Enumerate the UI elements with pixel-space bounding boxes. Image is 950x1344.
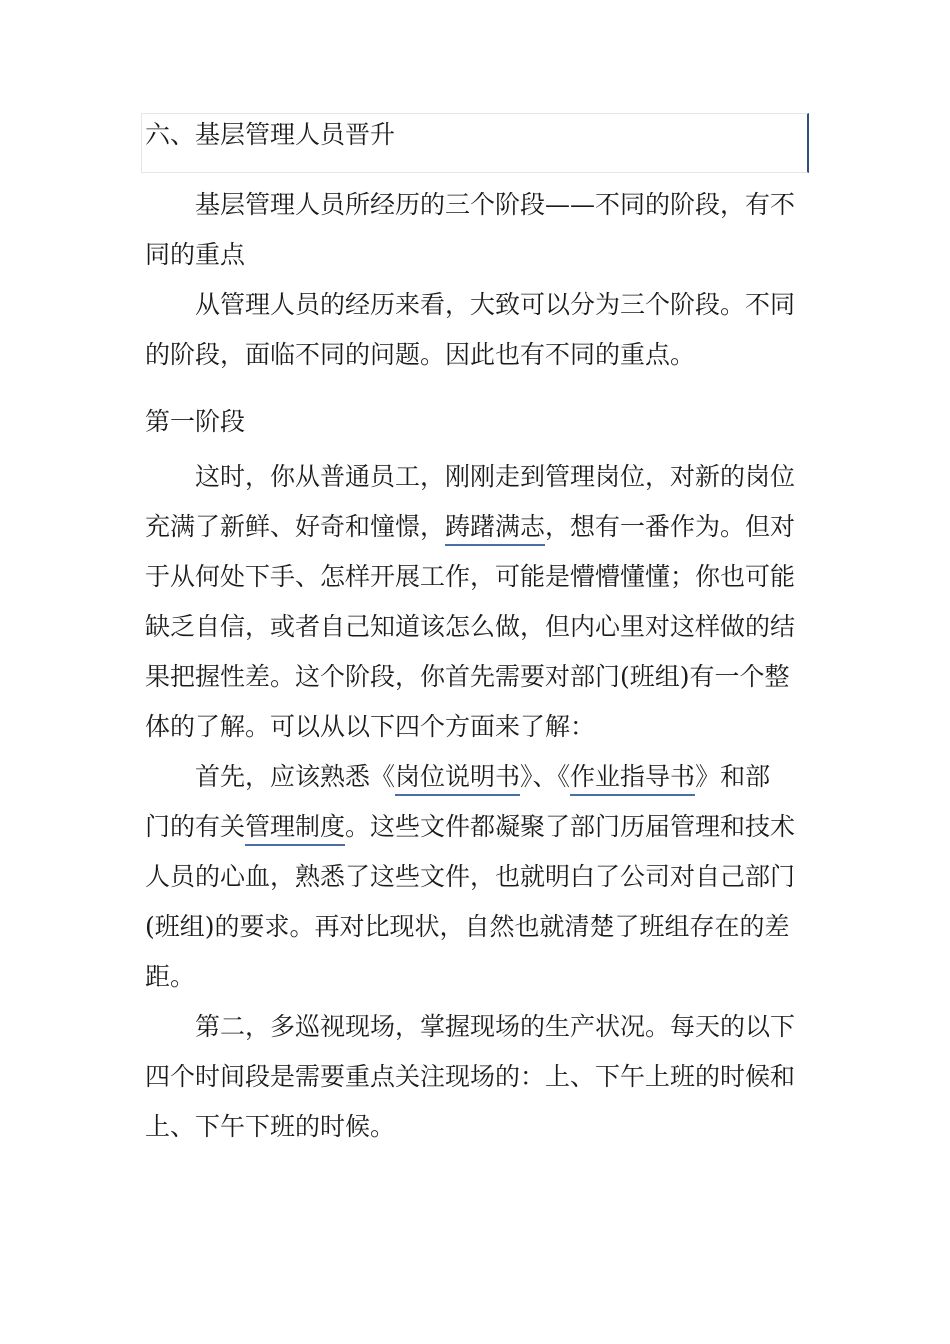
text-fragment: 充满了新鲜、好奇和憧憬， [145,512,446,541]
text-line: 四个时间段是需要重点关注现场的：上、下午上班的时候和 [145,1062,796,1091]
text-line: 这时，你从普通员工，刚刚走到管理岗位，对新的岗位 [195,462,796,491]
text-fragment: 门的有关 [145,812,246,841]
text-line: 上、下午下班的时候。 [145,1112,396,1141]
text-line: 于从何处下手、怎样开展工作，可能是懵懵懂懂；你也可能 [145,562,796,591]
heading-frame [141,113,809,173]
hyperlink-chouchu-manzhi[interactable]: 踌躇满志 [445,512,545,546]
paragraph-site-inspection [145,1002,815,1152]
text-line: 的阶段，面临不同的问题。因此也有不同的重点。 [145,340,696,369]
text-line: 缺乏自信，或者自己知道该怎么做，但内心里对这样做的结 [145,612,796,641]
hyperlink-management-rules[interactable]: 管理制度 [245,812,345,846]
text-line [145,502,815,552]
text-line: 体的了解。可以从以下四个方面来了解： [145,712,596,741]
text-fragment: 》和部 [695,762,771,791]
paragraph-stages-intro [145,180,815,280]
text-line: 同的重点 [145,240,246,269]
text-line: 果把握性差。这个阶段，你首先需要对部门(班组)有一个整 [145,662,790,691]
text-line: 第二，多巡视现场，掌握现场的生产状况。每天的以下 [195,1012,796,1041]
text-line: 人员的心血，熟悉了这些文件，也就明白了公司对自己部门 [145,862,796,891]
text-line: 从管理人员的经历来看，大致可以分为三个阶段。不同 [195,290,796,319]
text-line: 距。 [145,962,196,991]
text-line: 基层管理人员所经历的三个阶段——不同的阶段，有不 [195,190,796,219]
hyperlink-job-description[interactable]: 岗位说明书 [395,762,520,796]
subsection-title [145,397,815,447]
text-line: (班组)的要求。再对比现状，自然也就清楚了班组存在的差 [145,912,790,941]
paragraph-stage-one [145,452,815,752]
section-heading: 六、基层管理人员晋升 [145,120,396,149]
text-line [145,752,815,802]
text-fragment: 。这些文件都凝聚了部门历届管理和技术 [345,812,796,841]
text-line [145,802,815,852]
stage-title: 第一阶段 [145,407,246,436]
paragraph-documents [145,752,815,1002]
text-fragment: 首先，应该熟悉《 [195,762,396,791]
hyperlink-work-instruction[interactable]: 作业指导书 [570,762,695,796]
paragraph-overview [145,280,815,380]
text-fragment: 》、《 [520,762,571,791]
text-fragment: ，想有一番作为。但对 [545,512,796,541]
